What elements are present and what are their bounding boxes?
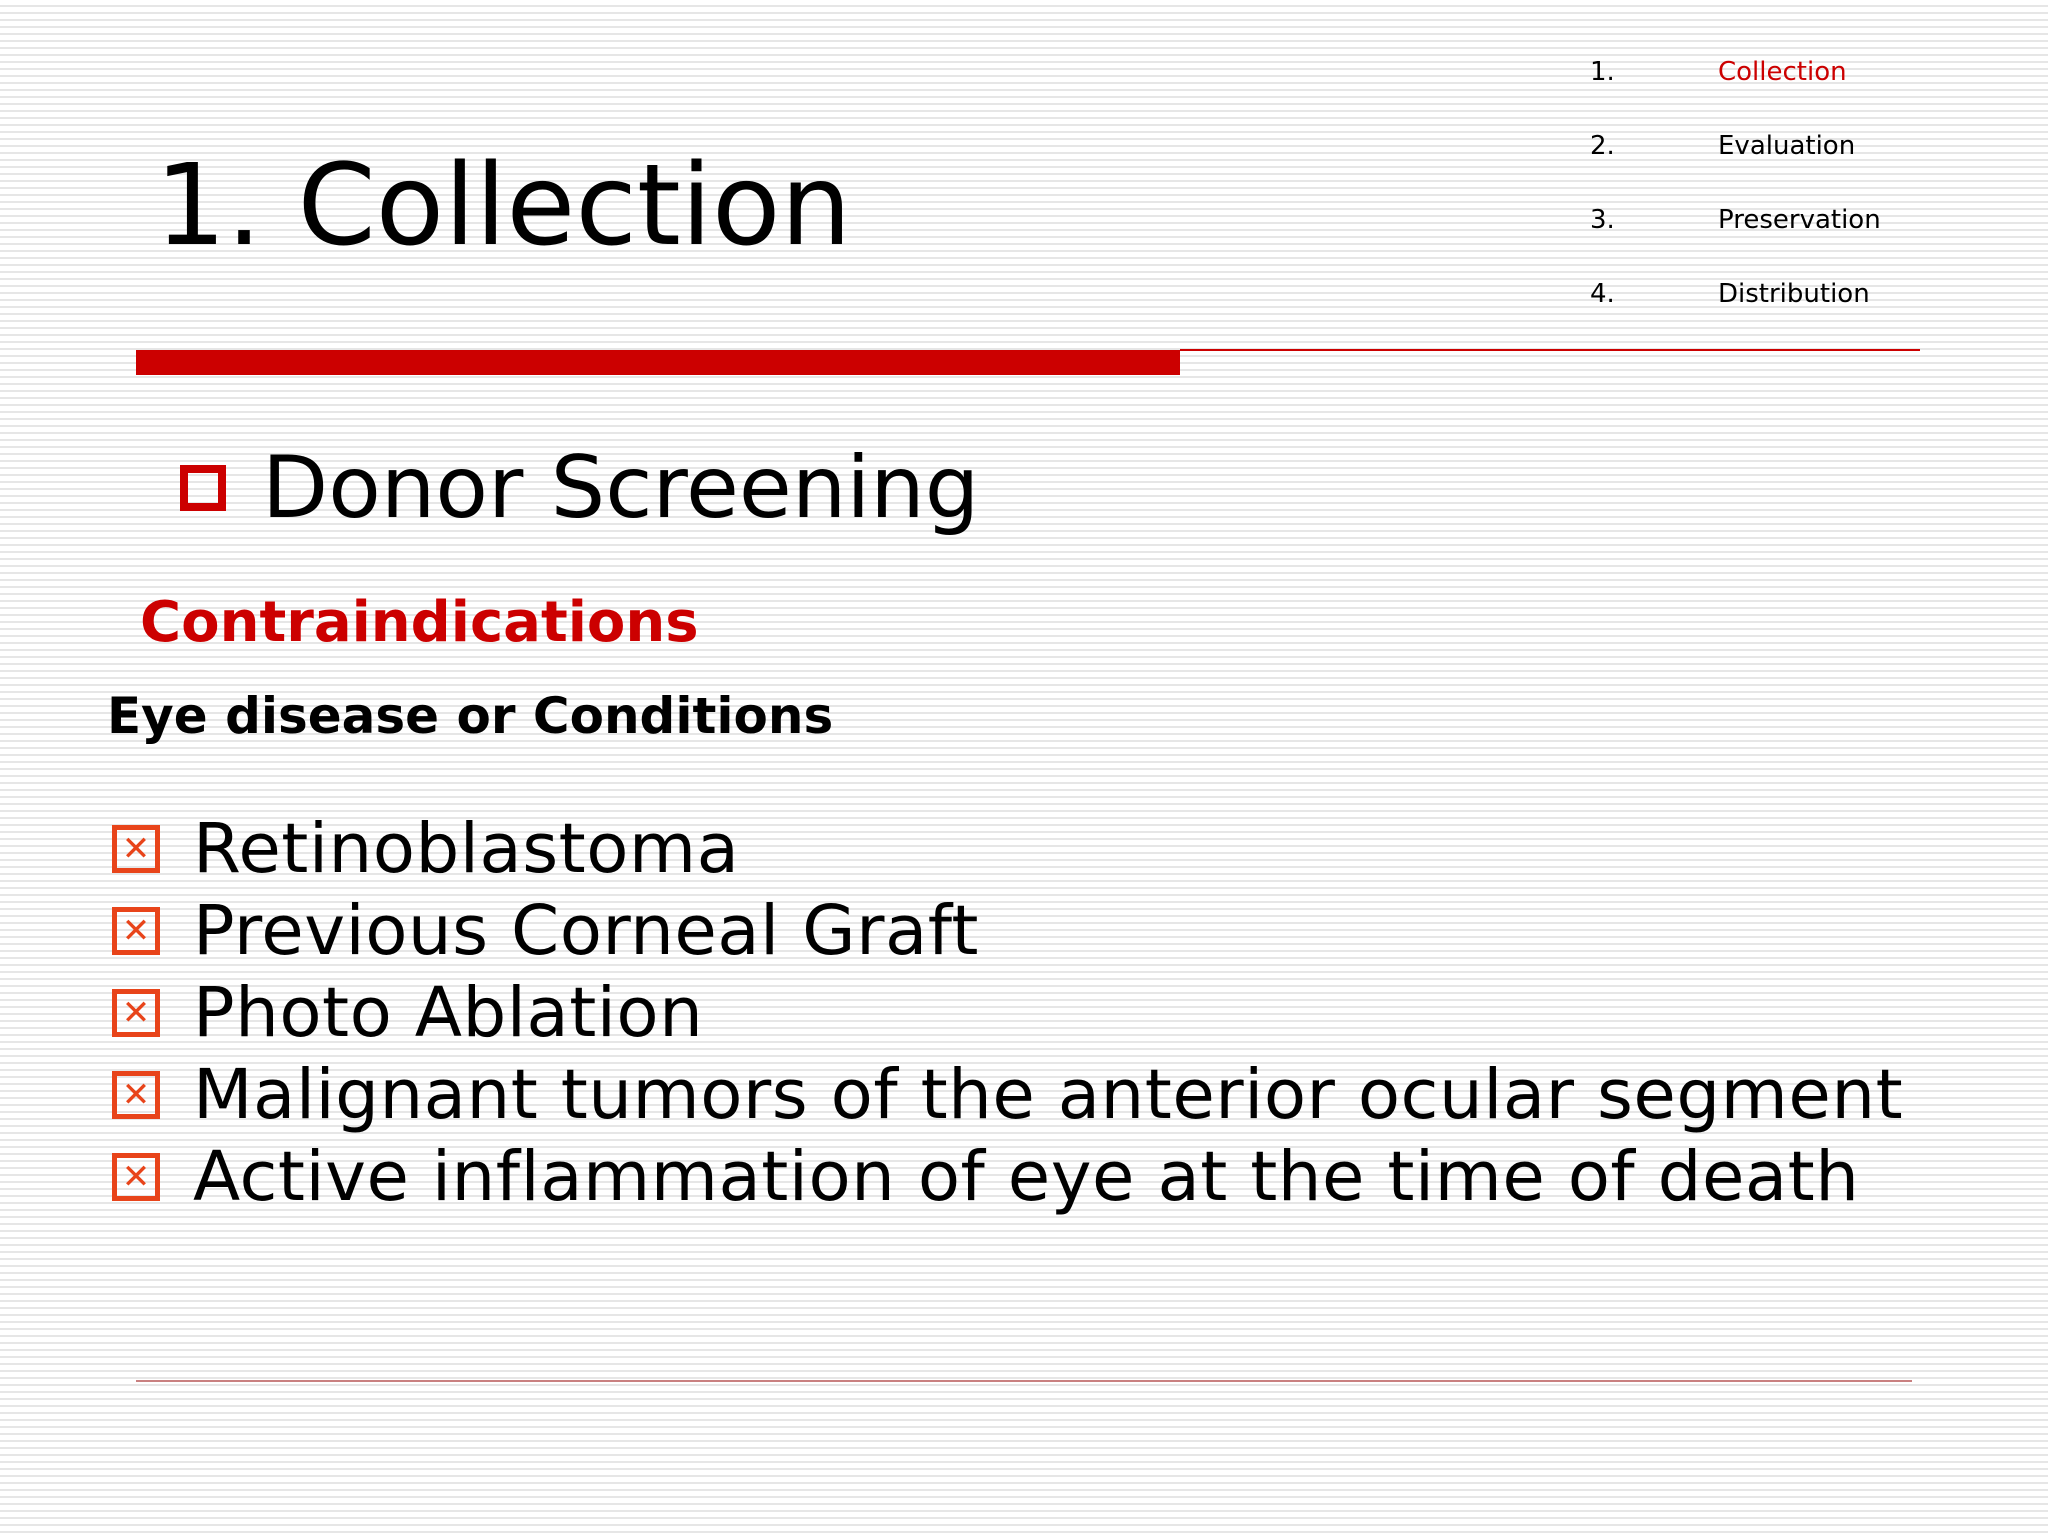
nav-item-number: 3.: [1590, 205, 1615, 235]
nav-item-preservation[interactable]: [1590, 204, 1990, 278]
nav-item-distribution[interactable]: [1590, 278, 1990, 352]
slide-title: 1. Collection: [155, 141, 852, 271]
subheading: Eye disease or Conditions: [107, 687, 834, 745]
nav-item-number: 2.: [1590, 131, 1615, 161]
nav-item-label: Collection: [1718, 57, 1847, 87]
section-nav: [1590, 56, 1990, 352]
x-box-icon: ✕: [112, 907, 160, 955]
nav-item-label: Preservation: [1718, 205, 1881, 235]
nav-item-label: Evaluation: [1718, 131, 1856, 161]
nav-item-label: Distribution: [1718, 279, 1870, 309]
list-item-text: Retinoblastoma: [193, 808, 740, 889]
x-box-icon: ✕: [112, 1153, 160, 1201]
list-item: [112, 1054, 1903, 1136]
section-heading: [180, 438, 980, 538]
footer-divider: [136, 1380, 1912, 1382]
list-item-text: Active inflammation of eye at the time of death: [193, 1136, 1860, 1217]
list-item-text: Photo Ablation: [193, 972, 704, 1053]
x-box-icon: ✕: [112, 989, 160, 1037]
hollow-square-icon: [180, 465, 226, 511]
title-divider-thick: [136, 350, 1180, 375]
list-item-text: Previous Corneal Graft: [193, 890, 979, 971]
contraindications-label: Contraindications: [140, 590, 699, 655]
condition-list: [112, 808, 1903, 1218]
section-heading-text: Donor Screening: [262, 438, 980, 538]
list-item-text: Malignant tumors of the anterior ocular segment: [193, 1054, 1904, 1135]
nav-item-number: 4.: [1590, 279, 1615, 309]
x-box-icon: ✕: [112, 825, 160, 873]
nav-item-number: 1.: [1590, 57, 1615, 87]
list-item: [112, 972, 1903, 1054]
title-divider-thin: [1180, 349, 1920, 351]
list-item: [112, 1136, 1903, 1218]
x-box-icon: ✕: [112, 1071, 160, 1119]
nav-item-evaluation[interactable]: [1590, 130, 1990, 204]
nav-item-collection[interactable]: [1590, 56, 1990, 130]
list-item: [112, 808, 1903, 890]
list-item: [112, 890, 1903, 972]
